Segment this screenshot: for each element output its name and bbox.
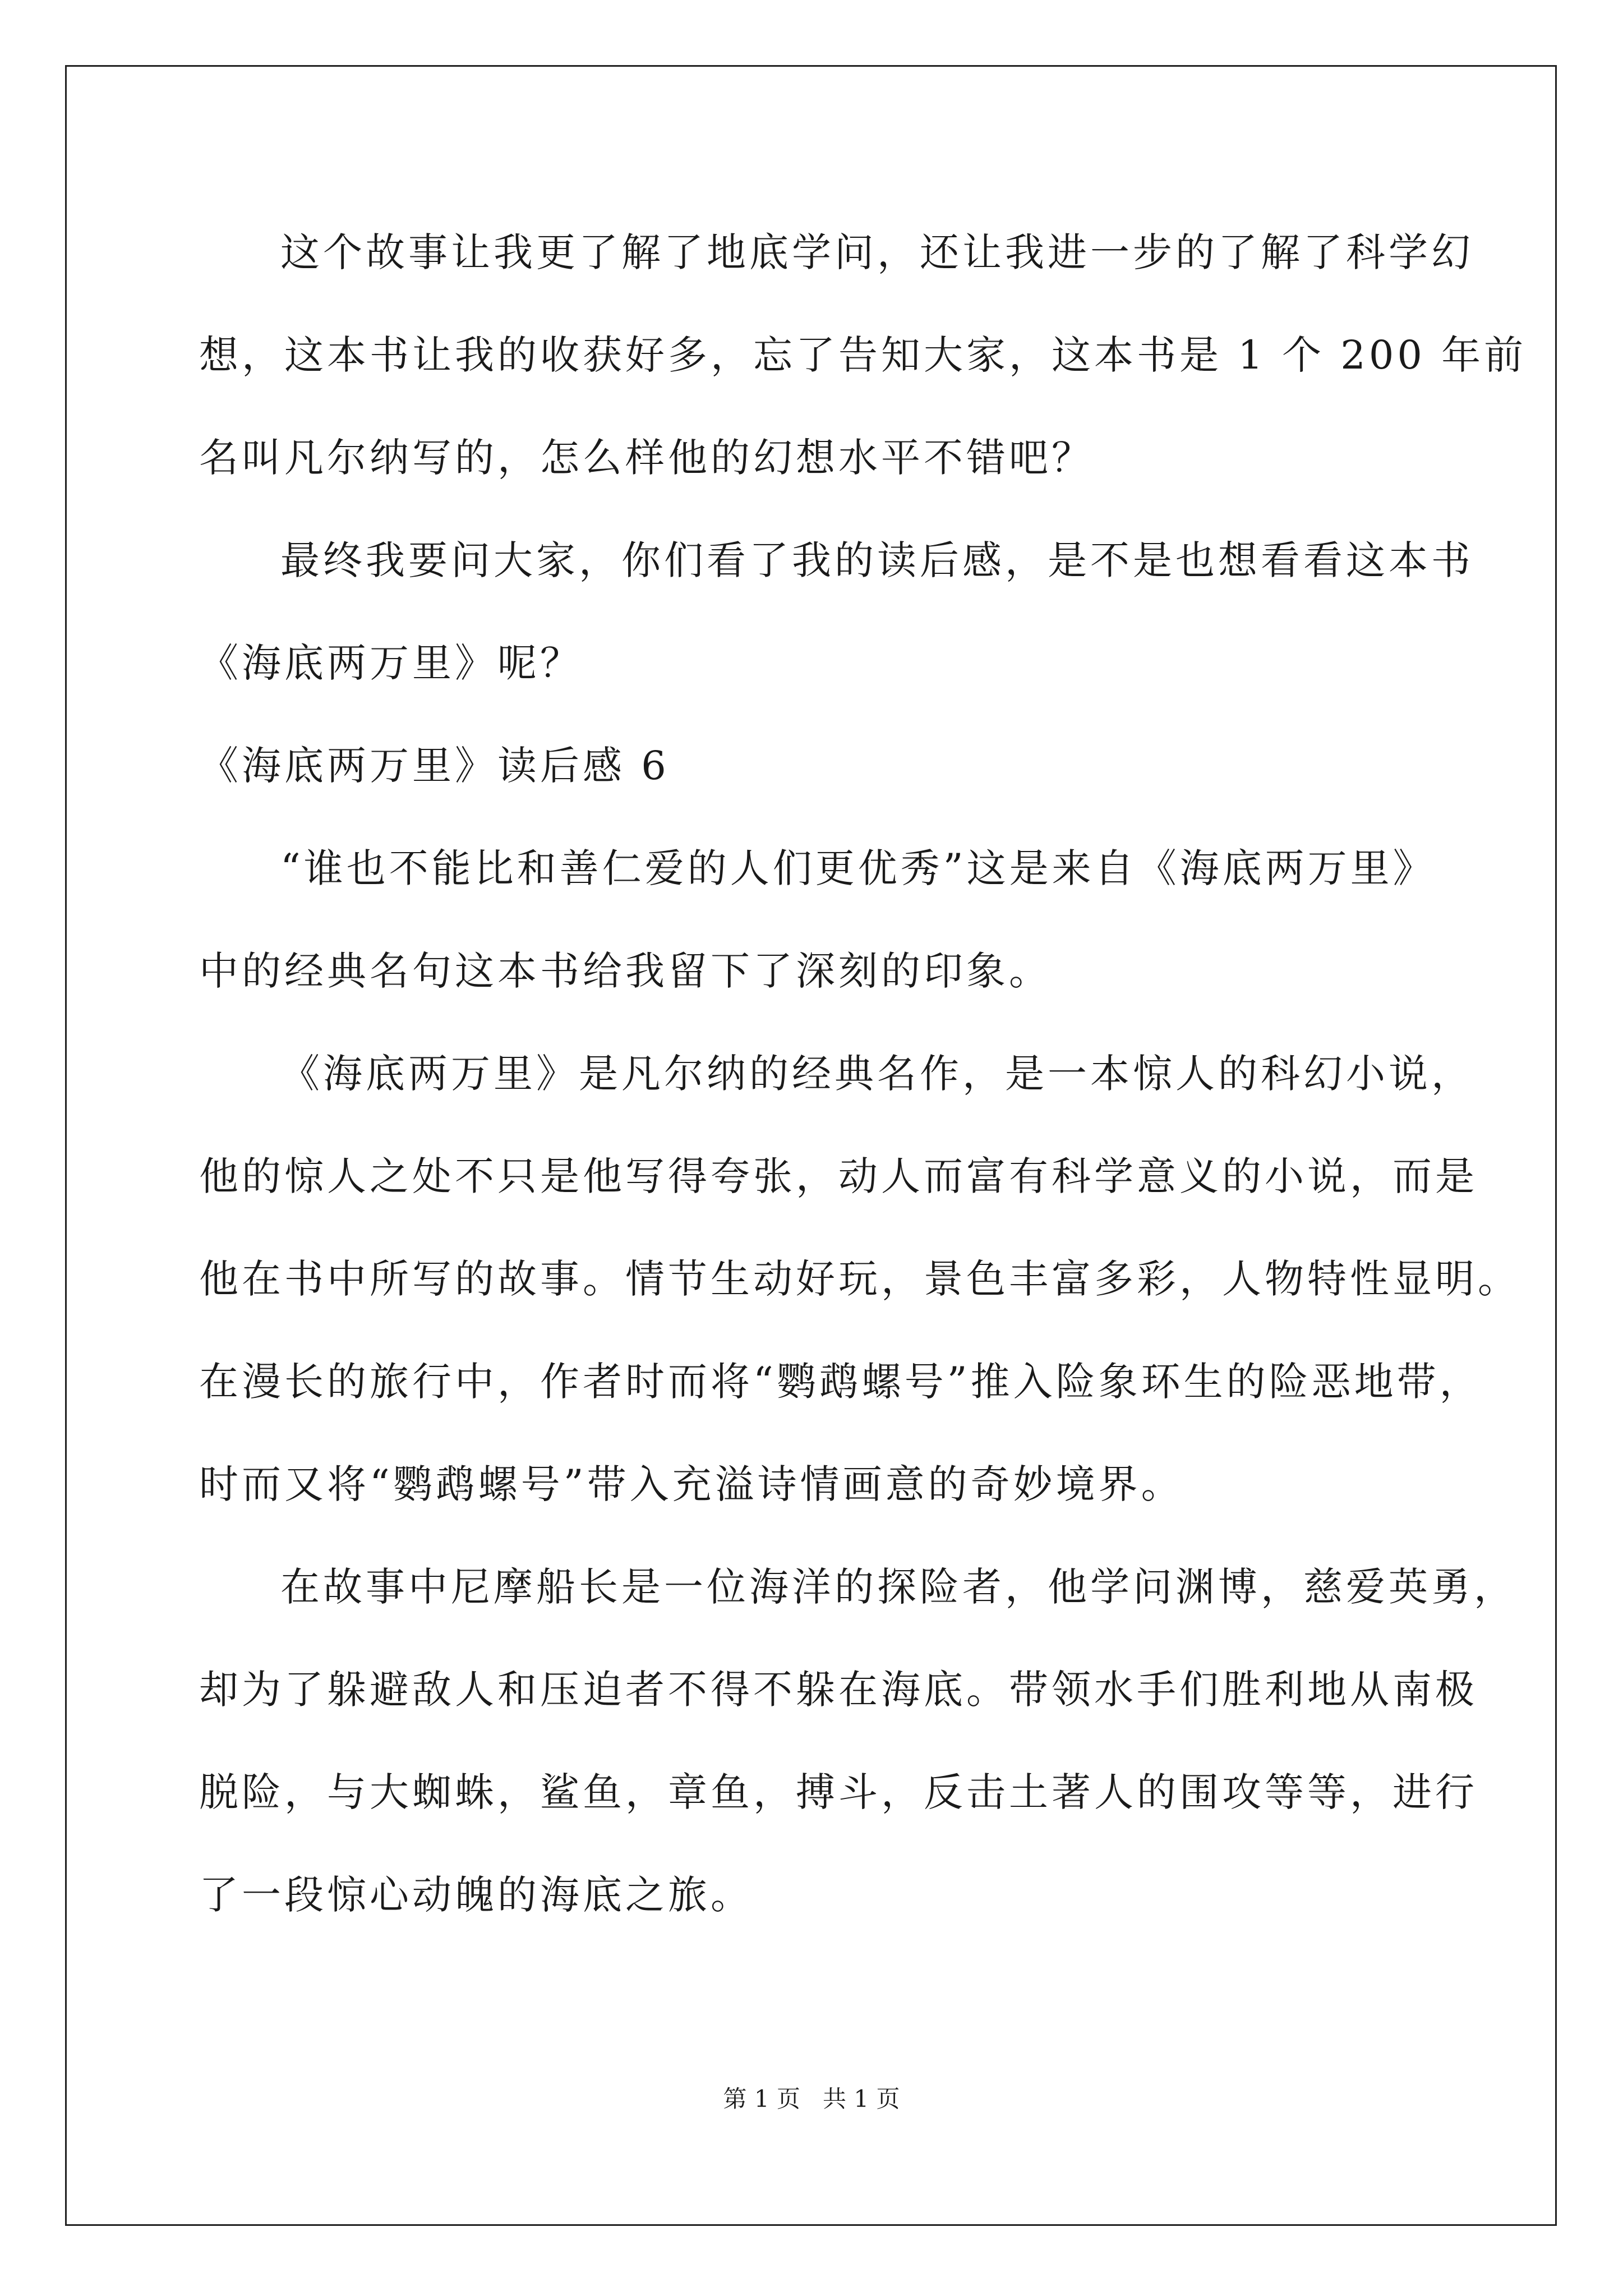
paragraph-4-line-5: 时而又将“鹦鹉螺号”带入充溢诗情画意的奇妙境界。 [199, 1461, 1184, 1507]
paragraph-5-line-2: 却为了躲避敌人和压迫者不得不躲在海底。带领水手们胜利地从南极 [199, 1667, 1478, 1713]
paragraph-2-line-2: 《海底两万里》呢？ [199, 640, 583, 686]
paragraph-1-line-3: 名叫凡尔纳写的，怎么样他的幻想水平不错吧？ [199, 435, 1094, 481]
paragraph-5-line-3: 脱险，与大蜘蛛，鲨鱼，章鱼，搏斗，反击土著人的围攻等等，进行 [199, 1769, 1478, 1815]
paragraph-4-line-3: 他在书中所写的故事。情节生动好玩，景色丰富多彩，人物特性显明。 [199, 1256, 1520, 1302]
paragraph-3-line-1: “谁也不能比和善仁爱的人们更优秀”这是来自《海底两万里》 [280, 845, 1436, 891]
paragraph-4-line-4: 在漫长的旅行中，作者时而将“鹦鹉螺号”推入险象环生的险恶地带， [199, 1359, 1482, 1405]
paragraph-2-line-1: 最终我要问大家，你们看了我的读后感，是不是也想看看这本书 [280, 537, 1474, 583]
paragraph-1-line-1: 这个故事让我更了解了地底学问，还让我进一步的了解了科学幻 [280, 229, 1474, 275]
page-footer: 第 1 页 共 1 页 [723, 2085, 900, 2113]
paragraph-1-line-2: 想，这本书让我的收获好多，忘了告知大家，这本书是 1 个 200 年前 [199, 332, 1527, 378]
paragraph-4-line-1: 《海底两万里》是凡尔纳的经典名作，是一本惊人的科幻小说， [280, 1051, 1474, 1097]
section-heading: 《海底两万里》读后感 6 [199, 743, 670, 789]
paragraph-5-line-4: 了一段惊心动魄的海底之旅。 [199, 1872, 753, 1918]
paragraph-4-line-2: 他的惊人之处不只是他写得夸张，动人而富有科学意义的小说，而是 [199, 1153, 1478, 1199]
paragraph-5-line-1: 在故事中尼摩船长是一位海洋的探险者，他学问渊博，慈爱英勇， [280, 1564, 1516, 1610]
paragraph-3-line-2: 中的经典名句这本书给我留下了深刻的印象。 [199, 948, 1052, 994]
